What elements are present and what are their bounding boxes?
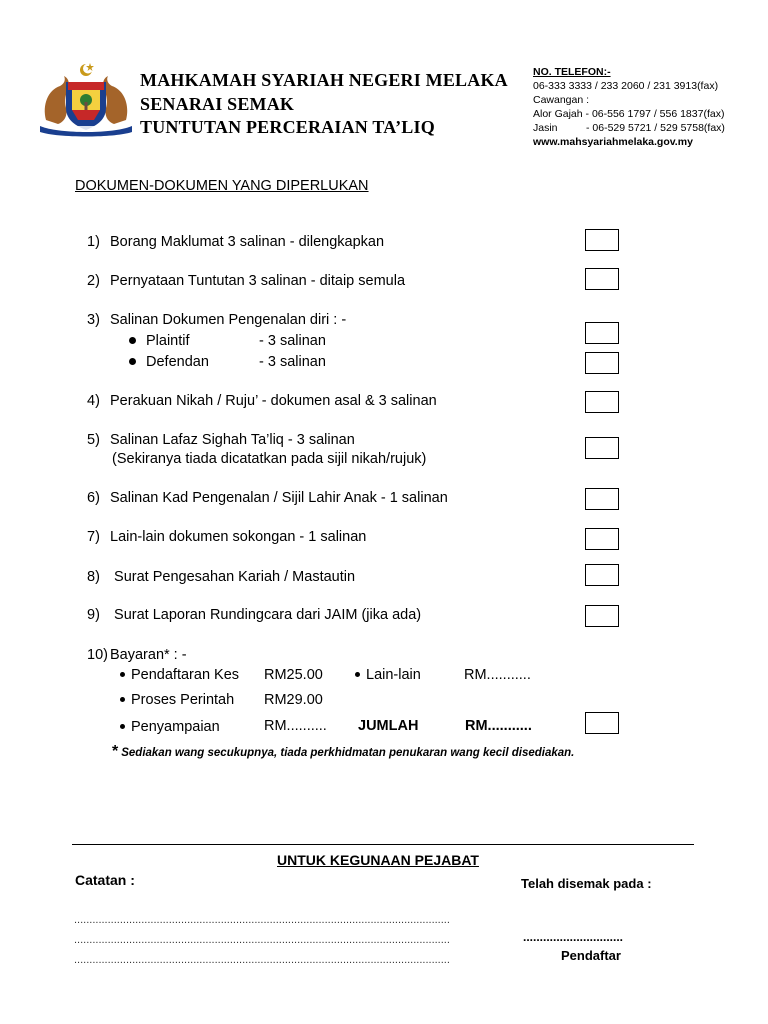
checkbox-plaintif[interactable] <box>585 322 619 344</box>
list-item: 1) Borang Maklumat 3 salinan - dilengkapkan <box>87 234 385 250</box>
payment-registration-label: Pendaftaran Kes <box>120 667 239 683</box>
phone-alor-gajah: Alor Gajah - 06-556 1797 / 556 1837(fax) <box>533 108 725 120</box>
payment-total-label: JUMLAH <box>358 718 419 734</box>
signature-line[interactable]: .............................. <box>523 930 624 944</box>
checkbox-item-2[interactable] <box>585 268 619 290</box>
notes-label: Catatan : <box>75 872 135 888</box>
checkbox-item-9[interactable] <box>585 605 619 627</box>
branch-label: Cawangan : <box>533 94 590 106</box>
phone-jasin-name: Jasin <box>533 122 558 134</box>
phone-main: 06-333 3333 / 233 2060 / 231 3913(fax) <box>533 80 719 92</box>
checkbox-item-4[interactable] <box>585 391 619 413</box>
sub-item-defendan-value: - 3 salinan <box>259 354 326 370</box>
list-item: 10) Bayaran* : - <box>87 647 187 663</box>
payment-note: * Sediakan wang secukupnya, tiada perkhidmatan penukaran wang kecil disediakan. <box>112 743 575 760</box>
office-use-heading: UNTUK KEGUNAAN PEJABAT <box>277 852 479 868</box>
checkbox-payment[interactable] <box>585 712 619 734</box>
payment-total-value: RM........... <box>465 718 532 734</box>
checkbox-item-6[interactable] <box>585 488 619 510</box>
list-item: 5) Salinan Lafaz Sighah Ta’liq - 3 salinan <box>87 432 355 448</box>
checkbox-item-1[interactable] <box>585 229 619 251</box>
sub-item-plaintif: Plaintif <box>129 333 190 349</box>
checkbox-defendan[interactable] <box>585 352 619 374</box>
list-item: 4) Perakuan Nikah / Ruju’ - dokumen asal & 3 salinan <box>87 393 437 409</box>
divider <box>72 844 694 845</box>
section-heading: DOKUMEN-DOKUMEN YANG DIPERLUKAN <box>75 178 369 194</box>
checkbox-item-8[interactable] <box>585 564 619 586</box>
form-title: SENARAI SEMAK <box>140 94 295 114</box>
payment-other-value: RM........... <box>464 667 531 683</box>
form-subtitle: TUNTUTAN PERCERAIAN TA’LIQ <box>140 117 435 137</box>
website-link[interactable]: www.mahsyariahmelaka.gov.my <box>533 136 693 148</box>
list-item: 3) Salinan Dokumen Pengenalan diri : - <box>87 312 347 328</box>
court-name: MAHKAMAH SYARIAH NEGERI MELAKA <box>140 70 508 90</box>
payment-service-label: Penyampaian <box>120 719 220 735</box>
notes-line-2[interactable]: ........................................................................................................................... <box>74 934 450 946</box>
sub-item-defendan: Defendan <box>129 354 209 370</box>
payment-registration-value: RM25.00 <box>264 667 323 683</box>
registrar-label: Pendaftar <box>561 948 621 963</box>
phone-heading: NO. TELEFON:- <box>533 66 611 78</box>
payment-order-process-label: Proses Perintah <box>120 692 234 708</box>
list-item-note: (Sekiranya tiada dicatatkan pada sijil nikah/rujuk) <box>112 451 427 467</box>
list-item: 6) Salinan Kad Pengenalan / Sijil Lahir Anak - 1 salinan <box>87 490 448 506</box>
checkbox-item-5[interactable] <box>585 437 619 459</box>
notes-line-1[interactable]: ........................................................................................................................... <box>74 914 450 926</box>
checked-on-label: Telah disemak pada : <box>521 876 652 891</box>
phone-jasin-numbers: - 06-529 5721 / 529 5758(fax) <box>586 122 725 134</box>
payment-service-value: RM.......... <box>264 718 327 734</box>
notes-line-3[interactable]: ........................................................................................................................... <box>74 954 450 966</box>
list-item: 7) Lain-lain dokumen sokongan - 1 salinan <box>87 529 367 545</box>
list-item: 9) Surat Laporan Rundingcara dari JAIM (jika ada) <box>87 607 422 623</box>
sub-item-plaintif-value: - 3 salinan <box>259 333 326 349</box>
melaka-coat-of-arms-icon <box>38 60 134 138</box>
payment-order-process-value: RM29.00 <box>264 692 323 708</box>
list-item: 8) Surat Pengesahan Kariah / Mastautin <box>87 569 356 585</box>
list-item: 2) Pernyataan Tuntutan 3 salinan - ditaip semula <box>87 273 406 289</box>
payment-other-label: Lain-lain <box>355 667 421 683</box>
checkbox-item-7[interactable] <box>585 528 619 550</box>
